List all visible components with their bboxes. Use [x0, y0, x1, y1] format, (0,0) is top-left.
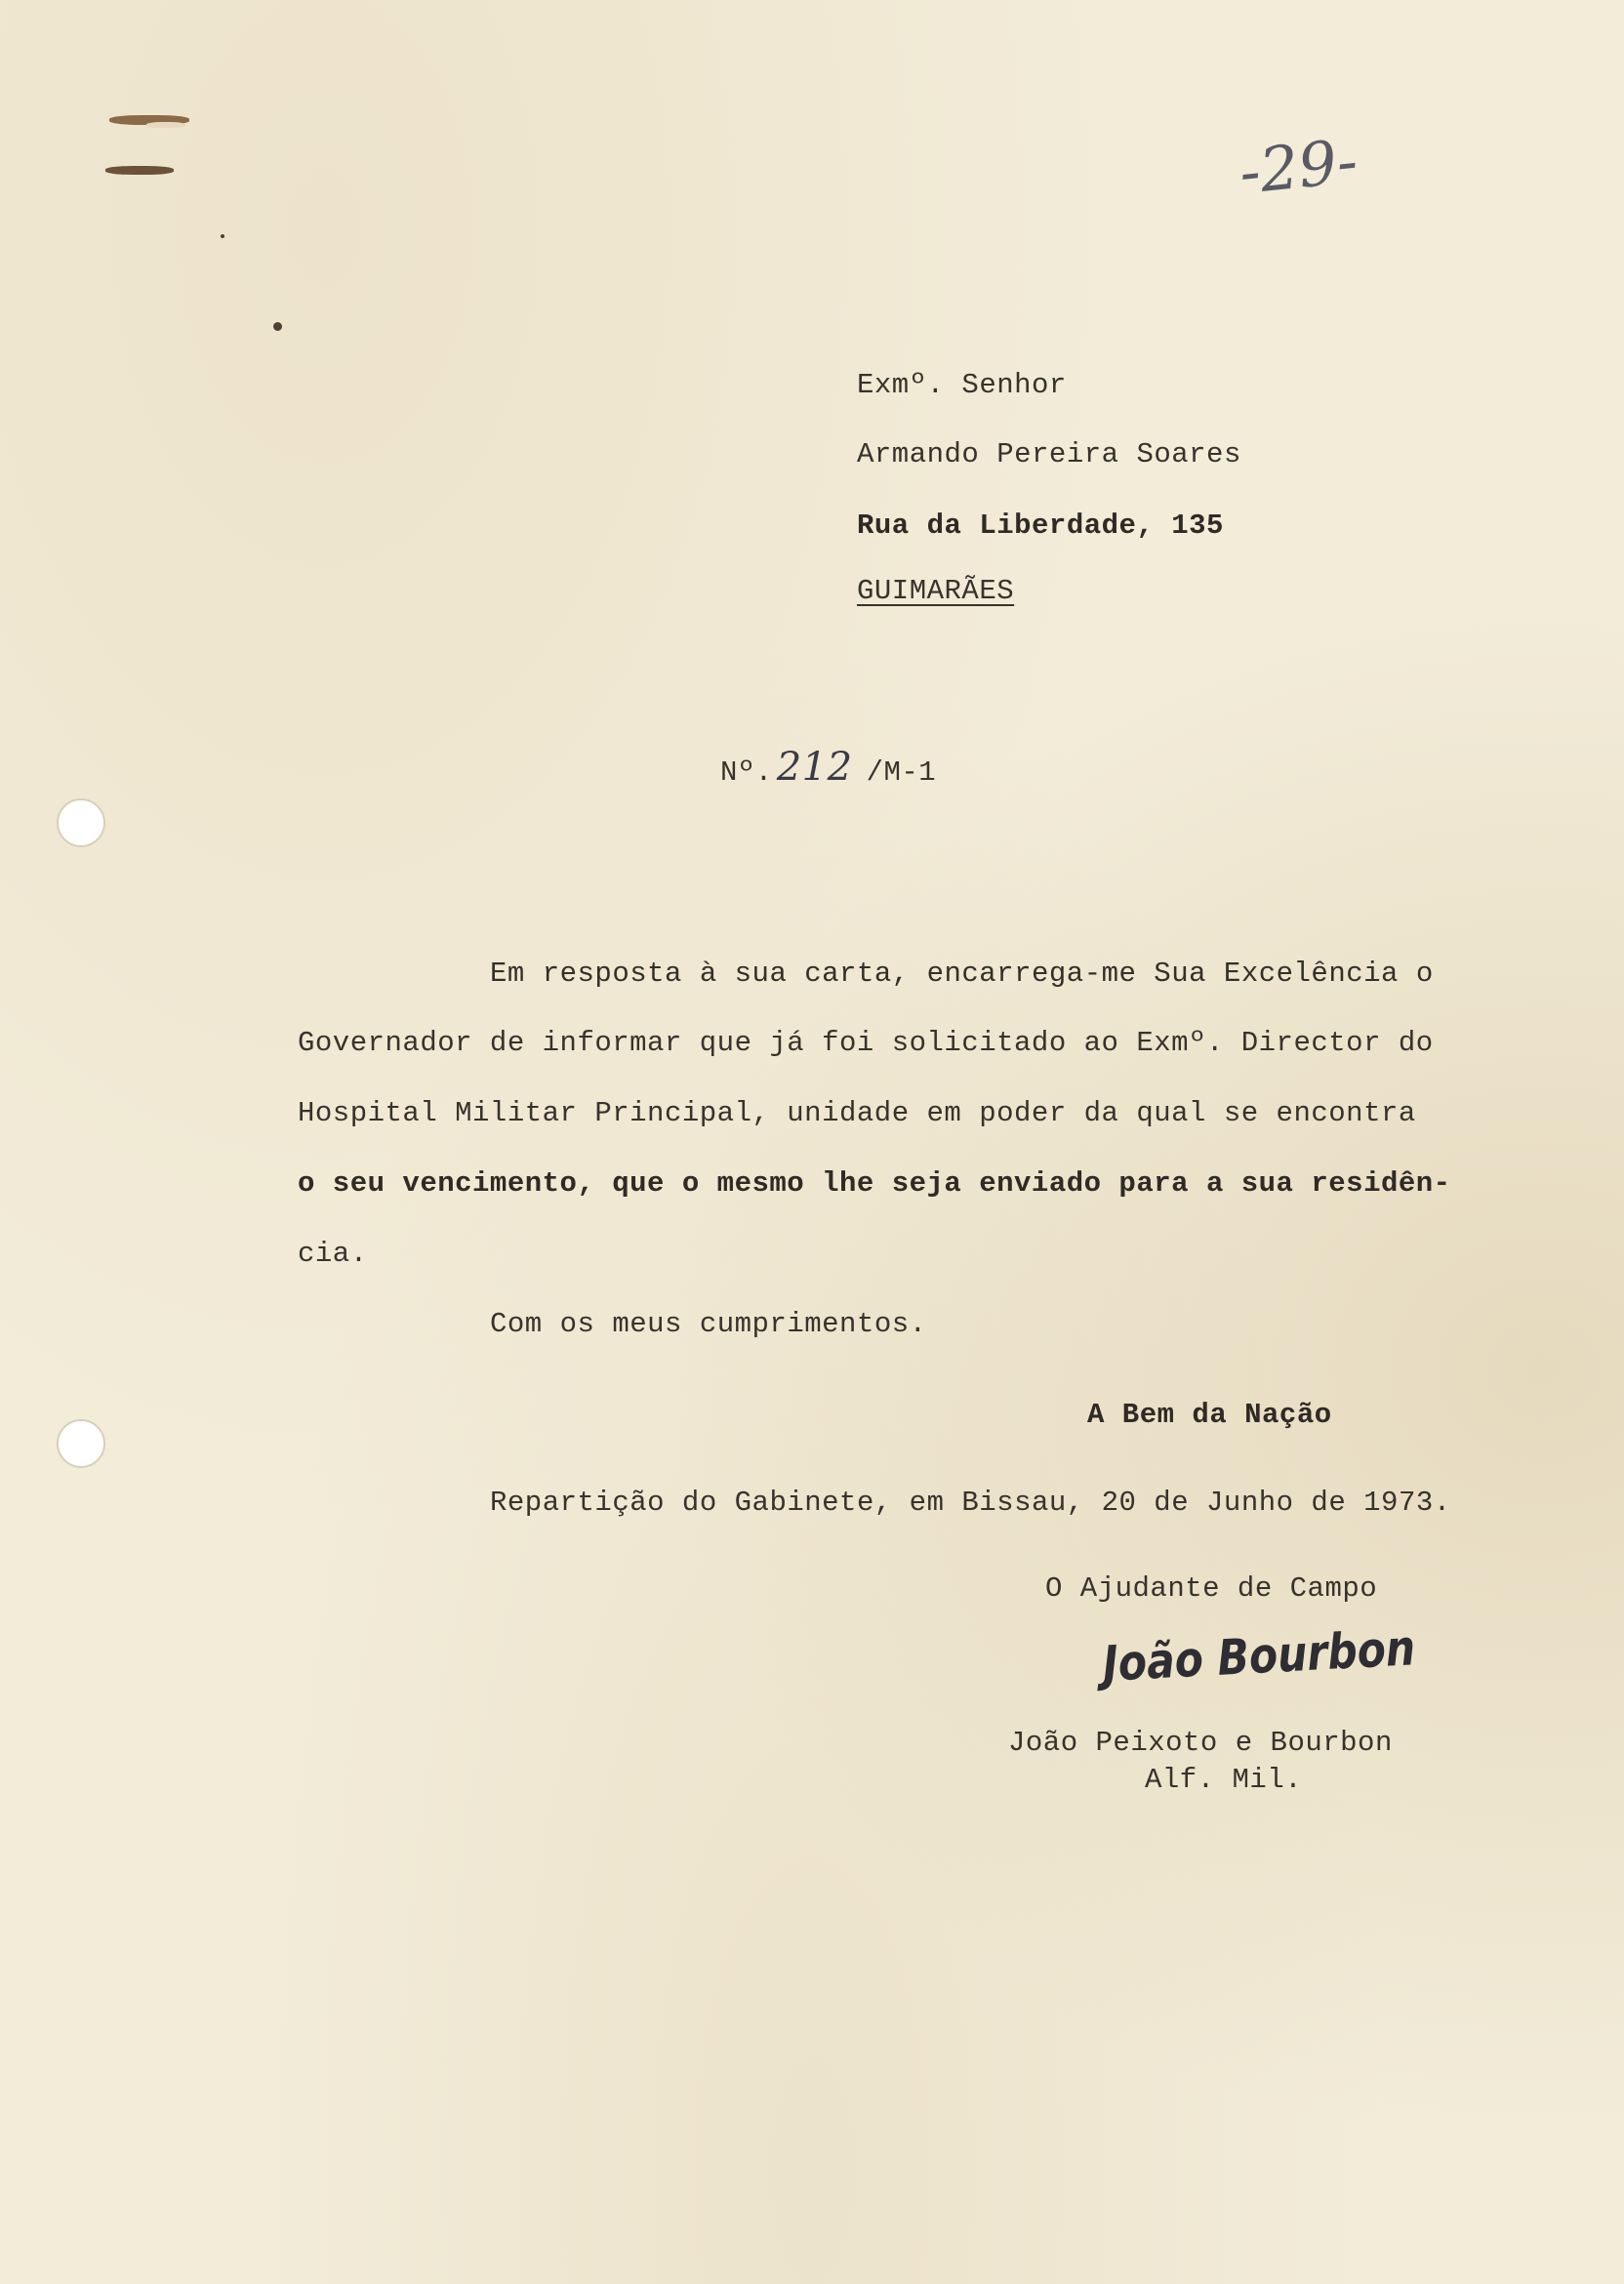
punch-hole	[57, 1419, 105, 1468]
ink-speck	[221, 234, 224, 238]
signatory-name: João Peixoto e Bourbon	[1008, 1727, 1393, 1759]
rust-stain	[146, 122, 185, 128]
addressee-city: GUIMARÃES	[857, 575, 1015, 607]
body-line-4: o seu vencimento, que o mesmo lhe seja enviado para a sua residên-	[298, 1167, 1451, 1200]
addressee-name: Armando Pereira Soares	[857, 438, 1241, 470]
addressee-salutation: Exmº. Senhor	[857, 369, 1067, 401]
addressee-street: Rua da Liberdade, 135	[857, 510, 1224, 542]
reference-suffix: /M-1	[866, 756, 937, 789]
reference-handwritten-number: 212	[776, 745, 853, 790]
ink-speck	[273, 322, 282, 331]
body-line-3: Hospital Militar Principal, unidade em poder da qual se encontra	[298, 1097, 1416, 1129]
signatory-rank: Alf. Mil.	[1145, 1764, 1303, 1796]
reference-prefix: Nº.	[720, 756, 773, 789]
signatory-title: O Ajudante de Campo	[1045, 1572, 1378, 1605]
place-and-date: Repartição do Gabinete, em Bissau, 20 de Junho de 1973.	[490, 1487, 1451, 1519]
body-line-1: Em resposta à sua carta, encarrega-me Sua Excelência o	[490, 958, 1434, 990]
motto: A Bem da Nação	[1087, 1399, 1332, 1431]
reference-number	[720, 745, 937, 790]
body-line-2: Governador de informar que já foi solicitado ao Exmº. Director do	[298, 1027, 1434, 1059]
body-line-5: cia.	[298, 1238, 368, 1270]
closing-line: Com os meus cumprimentos.	[490, 1308, 927, 1340]
page-number-mark: -29-	[1236, 124, 1361, 209]
punch-hole	[57, 798, 105, 847]
signature: João Bourbon	[1101, 1619, 1417, 1693]
rust-stain	[105, 166, 174, 175]
